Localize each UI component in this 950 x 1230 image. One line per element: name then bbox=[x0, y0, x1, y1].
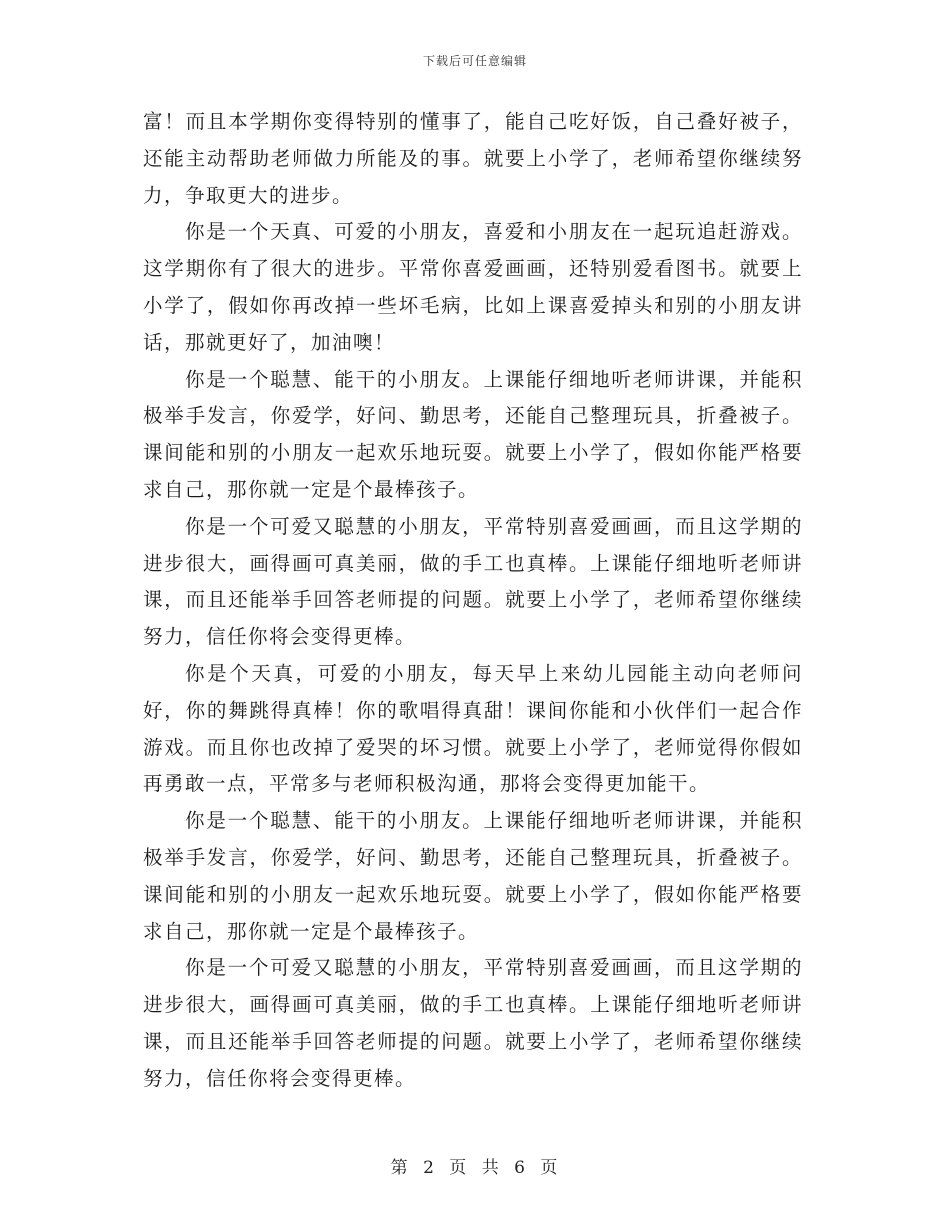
paragraph: 你是一个可爱又聪慧的小朋友，平常特别喜爱画画，而且这学期的进步很大，画得画可真美丽，做的手工也真棒。上课能仔细地听老师讲课，而且还能举手回答老师提的问题。就要上小学了，老师希望你继续努力，信任你将会变得更棒。 bbox=[143, 956, 803, 1090]
page-header: 下载后可任意编辑 bbox=[422, 54, 527, 68]
paragraph: 你是一个聪慧、能干的小朋友。上课能仔细地听老师讲课，并能积极举手发言，你爱学，好问、勤思考，还能自己整理玩具，折叠被子。课间能和别的小朋友一起欢乐地玩耍。就要上小学了，假如你能严格要求自己，那你就一定是个最棒孩子。 bbox=[143, 367, 803, 501]
paragraph: 你是个天真，可爱的小朋友，每天早上来幼儿园能主动向老师问好，你的舞跳得真棒！你的歌唱得真甜！课间你能和小伙伴们一起合作游戏。而且你也改掉了爱哭的坏习惯。就要上小学了，老师觉得你假如再勇敢一点，平常多与老师积极沟通，那将会变得更加能干。 bbox=[143, 661, 803, 796]
page-number-footer: 第 2 页 共 6 页 bbox=[390, 1158, 560, 1178]
paragraph: 你是一个可爱又聪慧的小朋友，平常特别喜爱画画，而且这学期的进步很大，画得画可真美丽，做的手工也真棒。上课能仔细地听老师讲课，而且还能举手回答老师提的问题。就要上小学了，老师希望你继续努力，信任你将会变得更棒。 bbox=[143, 514, 803, 649]
paragraph: 你是一个聪慧、能干的小朋友。上课能仔细地听老师讲课，并能积极举手发言，你爱学，好问、勤思考，还能自己整理玩具，折叠被子。课间能和别的小朋友一起欢乐地玩耍。就要上小学了，假如你能严格要求自己，那你就一定是个最棒孩子。 bbox=[143, 809, 803, 943]
paragraph: 你是一个天真、可爱的小朋友，喜爱和小朋友在一起玩追赶游戏。这学期你有了很大的进步。平常你喜爱画画，还特别爱看图书。就要上小学了，假如你再改掉一些坏毛病，比如上课喜爱掉头和别的小朋友讲话，那就更好了，加油噢！ bbox=[143, 220, 803, 354]
paragraph: 富！而且本学期你变得特别的懂事了，能自己吃好饭，自己叠好被子，还能主动帮助老师做力所能及的事。就要上小学了，老师希望你继续努力，争取更大的进步。 bbox=[143, 110, 803, 207]
document-body bbox=[143, 104, 803, 1098]
